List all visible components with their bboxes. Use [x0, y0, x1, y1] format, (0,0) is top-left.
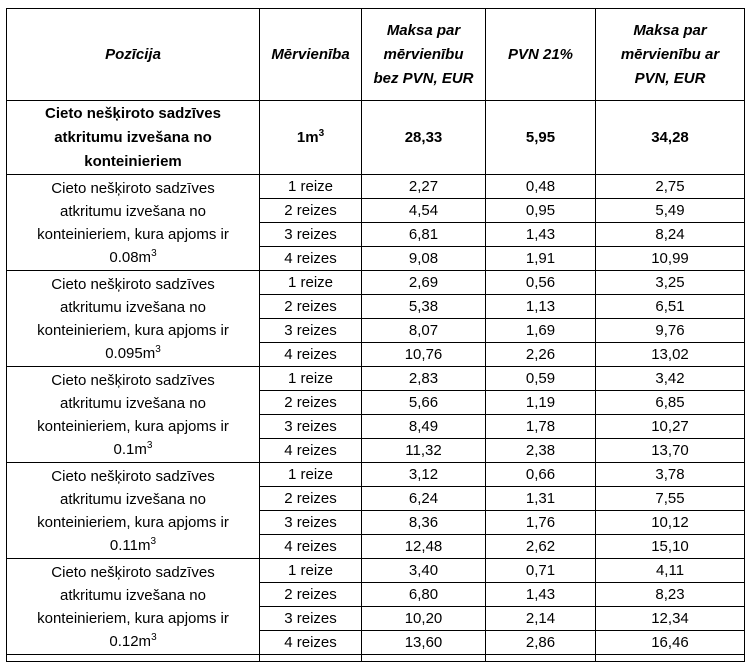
group-desc-line: Cieto nešķiroto sadzīves	[51, 179, 215, 197]
header-pozicija: Pozīcija	[7, 9, 260, 101]
group-desc-line: konteinieriem, kura apjoms ir	[37, 513, 229, 531]
cell-vat: 1,91	[486, 247, 596, 271]
main-unit-sup: 3	[318, 127, 325, 139]
cell-vat: 2,38	[486, 439, 596, 463]
price-table	[6, 8, 745, 662]
cell-unit: 1 reize	[260, 463, 362, 487]
group-volume-sup: 3	[146, 439, 153, 451]
group-volume-text: 0.1m	[113, 440, 147, 458]
group-description	[7, 463, 260, 559]
group-volume	[9, 342, 257, 365]
group-desc-line: atkritumu izvešana no	[60, 298, 206, 316]
group-desc-line: Cieto nešķiroto sadzīves	[51, 371, 215, 389]
group-volume	[9, 438, 257, 461]
group-volume	[9, 534, 257, 557]
cell-price: 3,40	[362, 559, 486, 583]
header-price-with-vat-line: mērvienību ar	[620, 45, 720, 63]
cell-price: 9,08	[362, 247, 486, 271]
cell-total: 3,78	[596, 463, 745, 487]
main-row-vat: 5,95	[486, 101, 596, 175]
header-price-with-vat	[596, 9, 745, 101]
cell-total: 13,70	[596, 439, 745, 463]
cell-total: 9,76	[596, 319, 745, 343]
group-volume-text: 0.095m	[105, 344, 156, 362]
cell-price: 6,24	[362, 487, 486, 511]
group-desc-line: Cieto nešķiroto sadzīves	[51, 275, 215, 293]
cell-vat: 0,56	[486, 271, 596, 295]
group-desc-line: atkritumu izvešana no	[60, 202, 206, 220]
cell-price: 5,38	[362, 295, 486, 319]
main-desc-line: Cieto nešķiroto sadzīves	[45, 104, 221, 122]
cell-vat: 1,31	[486, 487, 596, 511]
cell-total: 6,85	[596, 391, 745, 415]
group-description	[7, 367, 260, 463]
cell-total: 15,10	[596, 535, 745, 559]
cell-total: 4,11	[596, 559, 745, 583]
cell-vat: 0,66	[486, 463, 596, 487]
cell-total: 10,12	[596, 511, 745, 535]
cell-unit: 1 reize	[260, 271, 362, 295]
cell-total: 8,23	[596, 583, 745, 607]
header-price-no-vat	[362, 9, 486, 101]
group-description	[7, 175, 260, 271]
cell-unit: 2 reizes	[260, 583, 362, 607]
main-row-unit	[260, 101, 362, 175]
main-row-description	[7, 101, 260, 175]
group-volume-text: 0.11m	[109, 536, 151, 554]
group-desc-line: Cieto nešķiroto sadzīves	[51, 563, 215, 581]
cell-total: 8,24	[596, 223, 745, 247]
group-desc-line: atkritumu izvešana no	[60, 394, 206, 412]
cell-vat: 2,26	[486, 343, 596, 367]
group-desc-line: atkritumu izvešana no	[60, 490, 206, 508]
cell-vat: 1,43	[486, 583, 596, 607]
cell-price: 10,20	[362, 607, 486, 631]
cell-unit: 2 reizes	[260, 487, 362, 511]
cell-unit: 3 reizes	[260, 415, 362, 439]
cell-price: 2,69	[362, 271, 486, 295]
cell-vat: 0,59	[486, 367, 596, 391]
cell-price: 13,60	[362, 631, 486, 655]
group-description	[7, 271, 260, 367]
cell-unit: 2 reizes	[260, 391, 362, 415]
cell-unit: 2 reizes	[260, 295, 362, 319]
cell-unit: 4 reizes	[260, 343, 362, 367]
group-desc-line: konteinieriem, kura apjoms ir	[37, 609, 229, 627]
group-desc-line: konteinieriem, kura apjoms ir	[37, 417, 229, 435]
header-vat: PVN 21%	[486, 9, 596, 101]
cell-total: 16,46	[596, 631, 745, 655]
cell-price: 5,66	[362, 391, 486, 415]
cell-unit: 3 reizes	[260, 319, 362, 343]
header-mervieniba: Mērvienība	[260, 9, 362, 101]
cell-vat: 1,78	[486, 415, 596, 439]
main-row-total: 34,28	[596, 101, 745, 175]
cell-total: 2,75	[596, 175, 745, 199]
cell-vat: 1,13	[486, 295, 596, 319]
cell-price: 8,49	[362, 415, 486, 439]
cell-total: 3,42	[596, 367, 745, 391]
table-row	[7, 463, 745, 487]
header-price-with-vat-line: Maksa par	[633, 21, 707, 39]
cell-unit: 4 reizes	[260, 439, 362, 463]
cell-price: 2,83	[362, 367, 486, 391]
main-unit-text: 1m	[296, 128, 319, 146]
group-volume-sup: 3	[151, 247, 157, 259]
cell-total: 7,55	[596, 487, 745, 511]
cell-unit: 4 reizes	[260, 631, 362, 655]
cell-price: 2,27	[362, 175, 486, 199]
cell-total: 12,34	[596, 607, 745, 631]
group-volume	[9, 246, 257, 269]
table-row	[7, 559, 745, 583]
cell-vat: 1,43	[486, 223, 596, 247]
main-desc-line: atkritumu izvešana no	[54, 128, 212, 146]
table-row-partial	[7, 655, 745, 662]
cell-unit: 1 reize	[260, 367, 362, 391]
header-price-no-vat-line: bez PVN, EUR	[373, 69, 474, 87]
empty-cell	[486, 655, 596, 662]
cell-vat: 0,48	[486, 175, 596, 199]
cell-total: 10,27	[596, 415, 745, 439]
group-volume-sup: 3	[151, 631, 157, 643]
cell-total: 5,49	[596, 199, 745, 223]
cell-total: 13,02	[596, 343, 745, 367]
cell-price: 10,76	[362, 343, 486, 367]
cell-unit: 4 reizes	[260, 535, 362, 559]
header-price-no-vat-line: mērvienību	[383, 45, 464, 63]
cell-vat: 1,76	[486, 511, 596, 535]
cell-unit: 4 reizes	[260, 247, 362, 271]
main-row	[7, 101, 745, 175]
empty-cell	[362, 655, 486, 662]
cell-price: 3,12	[362, 463, 486, 487]
cell-vat: 2,14	[486, 607, 596, 631]
group-volume-sup: 3	[155, 343, 161, 355]
cell-total: 3,25	[596, 271, 745, 295]
cell-price: 8,07	[362, 319, 486, 343]
header-price-with-vat-line: PVN, EUR	[634, 69, 706, 87]
group-volume-sup: 3	[150, 535, 157, 547]
cell-vat: 1,19	[486, 391, 596, 415]
cell-unit: 3 reizes	[260, 607, 362, 631]
group-desc-line: konteinieriem, kura apjoms ir	[37, 321, 229, 339]
cell-vat: 0,95	[486, 199, 596, 223]
cell-price: 6,80	[362, 583, 486, 607]
group-description	[7, 559, 260, 655]
cell-unit: 3 reizes	[260, 511, 362, 535]
main-row-price: 28,33	[362, 101, 486, 175]
cell-price: 6,81	[362, 223, 486, 247]
group-volume	[9, 630, 257, 653]
table-row	[7, 367, 745, 391]
group-desc-line: atkritumu izvešana no	[60, 586, 206, 604]
cell-total: 10,99	[596, 247, 745, 271]
group-desc-line: konteinieriem, kura apjoms ir	[37, 225, 229, 243]
group-volume-text: 0.08m	[109, 248, 152, 266]
table-row	[7, 175, 745, 199]
cell-vat: 2,86	[486, 631, 596, 655]
cell-vat: 0,71	[486, 559, 596, 583]
cell-unit: 1 reize	[260, 559, 362, 583]
table-row	[7, 271, 745, 295]
cell-total: 6,51	[596, 295, 745, 319]
cell-price: 12,48	[362, 535, 486, 559]
header-row	[7, 9, 745, 101]
cell-unit: 3 reizes	[260, 223, 362, 247]
cell-price: 8,36	[362, 511, 486, 535]
cell-vat: 2,62	[486, 535, 596, 559]
cell-unit: 1 reize	[260, 175, 362, 199]
main-desc-line: konteinieriem	[84, 152, 182, 170]
empty-cell	[7, 655, 260, 662]
cell-unit: 2 reizes	[260, 199, 362, 223]
cell-price: 4,54	[362, 199, 486, 223]
cell-vat: 1,69	[486, 319, 596, 343]
empty-cell	[596, 655, 745, 662]
group-volume-text: 0.12m	[109, 632, 152, 650]
group-desc-line: Cieto nešķiroto sadzīves	[51, 467, 215, 485]
empty-cell	[260, 655, 362, 662]
header-price-no-vat-line: Maksa par	[386, 21, 461, 39]
cell-price: 11,32	[362, 439, 486, 463]
